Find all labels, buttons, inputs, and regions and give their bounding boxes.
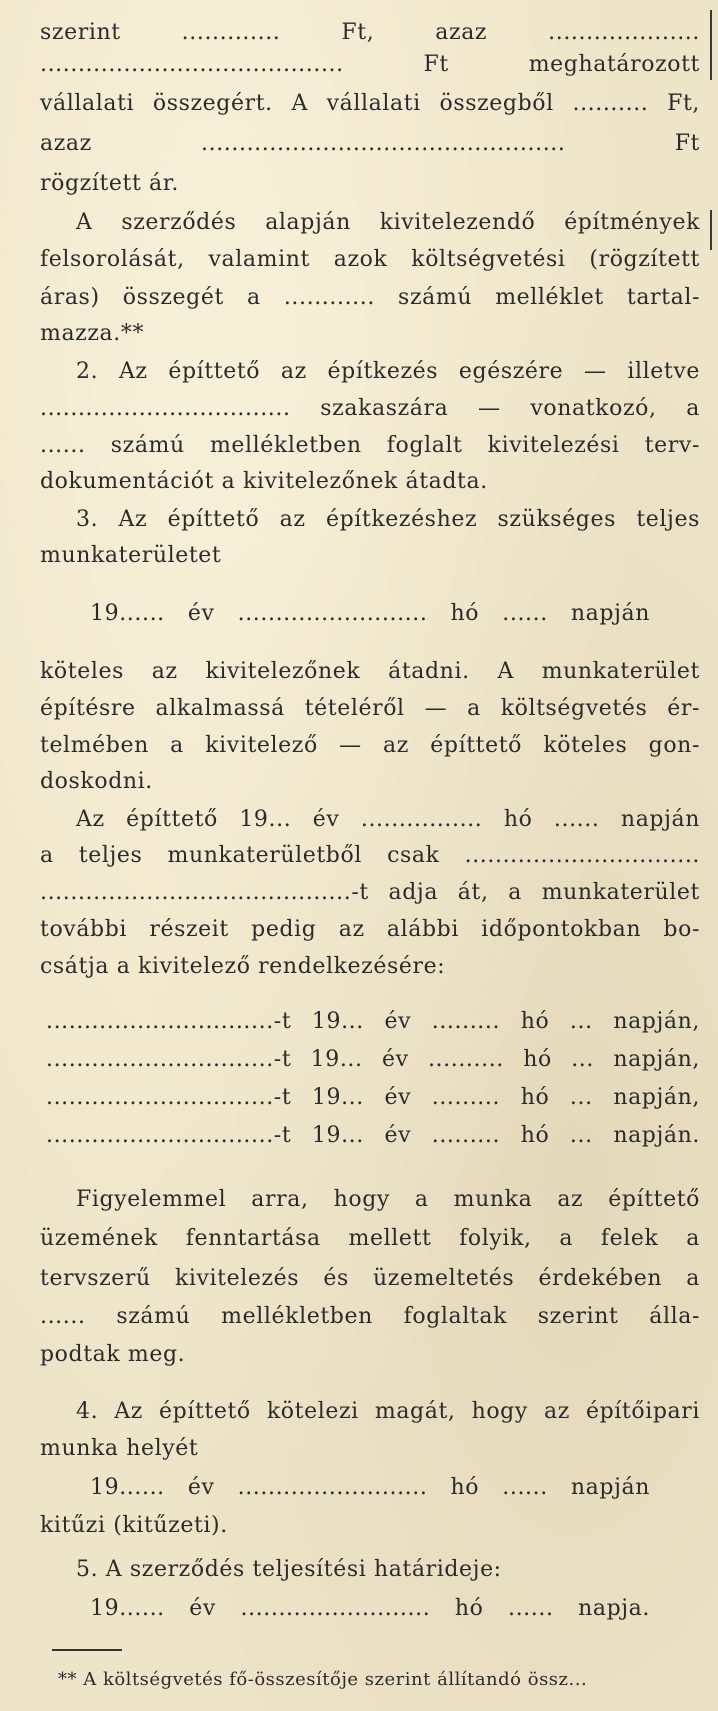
text-line: tervszerű kivitelezés és üzemeltetés érdekében a [40, 1266, 700, 1291]
text-line: 3. Az építtető az építkezéshez szükséges teljes [76, 507, 700, 532]
text-line: 4. Az építtető kötelezi magát, hogy az építőipari [76, 1399, 700, 1424]
text-line: mazza.** [40, 321, 145, 346]
footnote-divider [52, 1649, 122, 1651]
text-line: rögzített ár. [40, 171, 180, 196]
handover-row: ..............................-t 19... év .......... hó ... napján, [46, 1047, 700, 1072]
page-edge-line [710, 10, 712, 80]
text-line: további részeit pedig az alábbi időpontokban bo- [40, 917, 700, 942]
text-line: Az építtető 19... év ................ hó ...... napján [76, 807, 700, 832]
text-line: munkaterületet [40, 543, 222, 568]
text-line: munka helyét [40, 1436, 199, 1461]
text-line: szerint ............. Ft, azaz .................... [40, 20, 700, 45]
text-line: dokumentációt a kivitelezőnek átadta. [40, 469, 488, 494]
text-line: a teljes munkaterületből csak ............................... [40, 843, 700, 868]
text-line: 19...... év ......................... hó ...... napja. [90, 1596, 650, 1621]
text-line: doskodni. [40, 769, 153, 794]
text-line: podtak meg. [40, 1342, 186, 1367]
handover-row: ..............................-t 19... év ......... hó ... napján, [46, 1009, 700, 1034]
text-line: ...... számú mellékletben foglaltak szerint álla- [40, 1304, 700, 1329]
text-line: telmében a kivitelező — az építtető köteles gon- [40, 733, 700, 758]
text-line: köteles az kivitelezőnek átadni. A munkaterület [40, 659, 700, 684]
footnote: ** A költségvetés fő-összesítője szerint állítandó össz... [58, 1669, 588, 1690]
text-line: 5. A szerződés teljesítési határideje: [76, 1557, 502, 1582]
text-line: A szerződés alapján kivitelezendő építmények [76, 210, 700, 235]
text-line: felsorolását, valamint azok költségvetési (rögzített [40, 247, 700, 272]
page-edge-line [710, 210, 712, 250]
text-line: építésre alkalmassá tételéről — a költségvetés ér- [40, 696, 700, 721]
text-line: áras) összegét a ............ számú melléklet tartal- [40, 285, 700, 310]
text-line: 19...... év ......................... hó ...... napján [90, 601, 650, 626]
handover-row: ..............................-t 19... év ......... hó ... napján. [46, 1123, 700, 1148]
text-line: ........................................ Ft meghatározott [40, 52, 700, 77]
text-line: vállalati összegért. A vállalati összegből .......... Ft, [40, 91, 700, 116]
text-line: ................................. szakaszára — vonatkozó, a [40, 396, 700, 421]
text-line: üzemének fenntartása mellett folyik, a felek a [40, 1226, 700, 1251]
text-line: Figyelemmel arra, hogy a munka az építtető [76, 1187, 700, 1212]
text-line: azaz ................................................ Ft [40, 131, 700, 156]
handover-row: ..............................-t 19... év ......... hó ... napján, [46, 1085, 700, 1110]
text-line: csátja a kivitelező rendelkezésére: [40, 954, 446, 979]
text-line: kitűzi (kitűzeti). [40, 1513, 228, 1538]
text-line: ...... számú mellékletben foglalt kivitelezési terv- [40, 433, 700, 458]
text-line: 2. Az építtető az építkezés egészére — illetve [76, 359, 700, 384]
text-line: .........................................-t adja át, a munkaterület [40, 880, 700, 905]
text-line: 19...... év ......................... hó ...... napján [90, 1475, 650, 1500]
